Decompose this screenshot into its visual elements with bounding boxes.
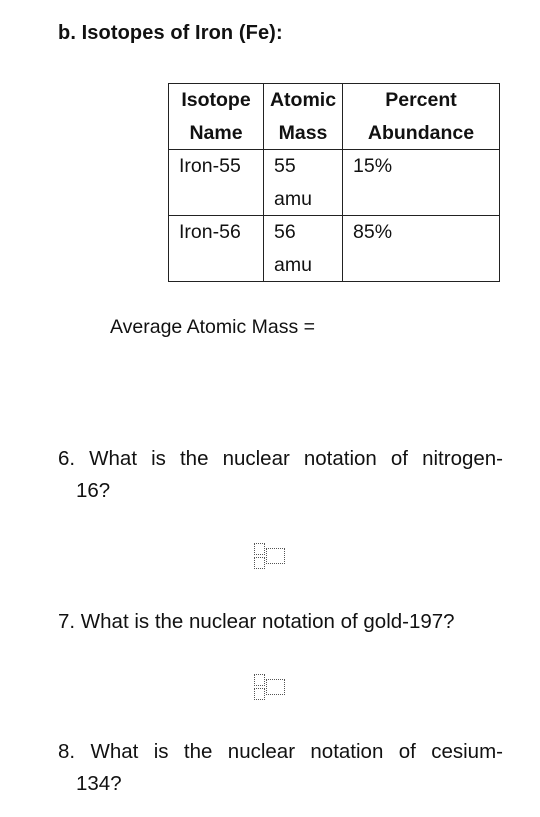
header-line: Percent [385,89,457,111]
mass-number-box[interactable] [254,543,265,555]
question-text-line: 16? [76,479,111,502]
abundance-cell: 85% [343,216,500,282]
question-text-line: 8. What is the nuclear notation of cesium- [58,740,503,763]
isotope-name-cell: Iron-56 [169,216,264,282]
element-symbol-box[interactable] [266,548,285,564]
mass-unit: amu [274,187,312,210]
question-text-line: 7. What is the nuclear notation of gold-197? [58,610,455,633]
header-line: Atomic [269,89,337,111]
header-line: Isotope [181,89,251,111]
header-line: Abundance [367,121,475,144]
element-symbol-box[interactable] [266,679,285,695]
table-row [169,150,500,216]
header-line: Name [189,121,243,144]
question-7 [58,606,455,638]
nuclear-notation-placeholder-icon[interactable] [252,541,292,573]
isotope-table [168,83,500,282]
header-line: Mass [278,121,328,144]
header-percent-abundance [343,84,500,150]
mass-value: 55 [274,155,296,177]
question-text-line: 6. What is the nuclear notation of nitrogen- [58,447,503,470]
atomic-number-box[interactable] [254,688,265,700]
header-isotope-name [169,84,264,150]
section-heading: b. Isotopes of Iron (Fe): [58,22,283,44]
question-6 [58,443,503,507]
mass-number-box[interactable] [254,674,265,686]
abundance-cell: 15% [343,150,500,216]
atomic-mass-cell [264,216,343,282]
header-atomic-mass [264,84,343,150]
isotope-name-cell: Iron-55 [169,150,264,216]
table-header-row [169,84,500,150]
nuclear-notation-placeholder-icon[interactable] [252,672,292,704]
table-row [169,216,500,282]
mass-value: 56 [274,221,296,243]
mass-unit: amu [274,253,312,276]
atomic-number-box[interactable] [254,557,265,569]
atomic-mass-cell [264,150,343,216]
question-text-line: 134? [76,772,122,795]
average-atomic-mass-label: Average Atomic Mass = [110,316,316,338]
question-8 [58,736,503,800]
